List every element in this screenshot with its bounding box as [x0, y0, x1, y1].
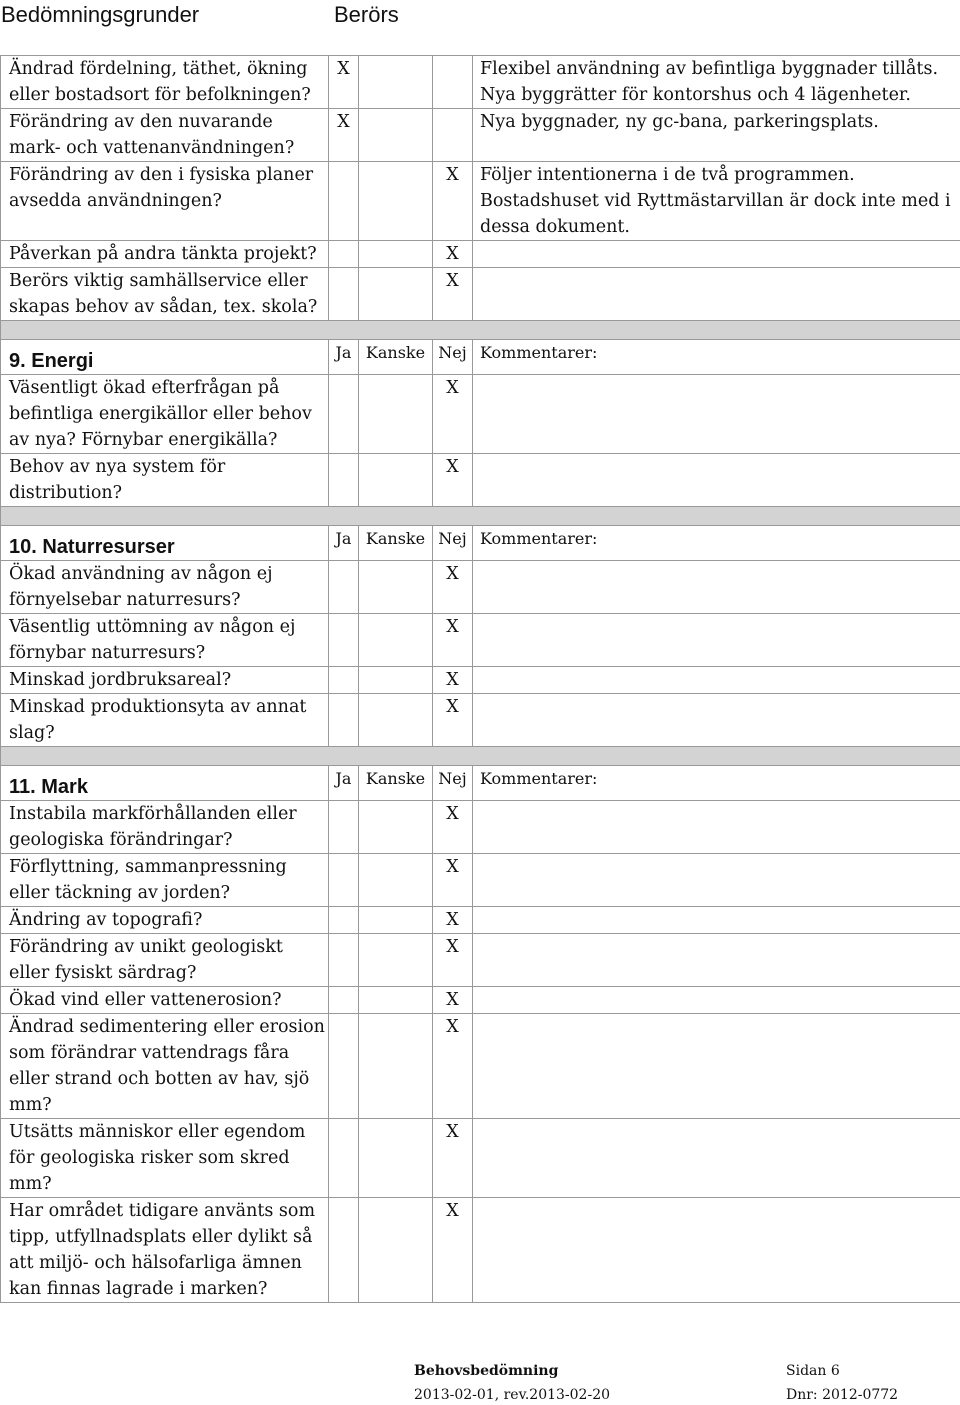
- question-cell: Förändring av den i fysiska planer avsedda användningen?: [1, 162, 329, 241]
- table-row: [1, 375, 960, 454]
- question-cell: Utsätts människor eller egendom för geologiska risker som skred mm?: [1, 1119, 329, 1198]
- nej-cell: [433, 109, 473, 162]
- section-separator: [1, 507, 960, 526]
- table-row: [1, 934, 960, 987]
- table-row: [1, 801, 960, 854]
- nej-cell: X: [433, 854, 473, 907]
- table-row: [1, 268, 960, 321]
- nej-cell: [433, 56, 473, 109]
- kanske-header: [359, 526, 433, 561]
- ja-header: [329, 766, 359, 801]
- table-row: [1, 614, 960, 667]
- table-row: [1, 561, 960, 614]
- kanske-cell: [359, 667, 433, 694]
- ja-cell: [329, 614, 359, 667]
- question-cell: Väsentlig uttömning av någon ej förnybar naturresurs?: [1, 614, 329, 667]
- separator-cell: [1, 321, 960, 340]
- nej-header: [433, 526, 473, 561]
- kanske-cell: [359, 614, 433, 667]
- comment-header: [473, 766, 960, 801]
- ja-cell: [329, 854, 359, 907]
- nej-cell: X: [433, 1014, 473, 1119]
- nej-cell: X: [433, 268, 473, 321]
- nej-cell: X: [433, 934, 473, 987]
- ja-cell: [329, 561, 359, 614]
- question-cell: Minskad produktionsyta av annat slag?: [1, 694, 329, 747]
- section-separator: [1, 747, 960, 766]
- section-title-cell: [1, 340, 329, 375]
- nej-cell: X: [433, 614, 473, 667]
- kanske-cell: [359, 162, 433, 241]
- table-row: [1, 454, 960, 507]
- kanske-header: [359, 340, 433, 375]
- ja-cell: [329, 1198, 359, 1303]
- section-title-cell: [1, 766, 329, 801]
- table-row: [1, 667, 960, 694]
- comment-header-label: Kommentarer:: [480, 529, 598, 548]
- section-separator: [1, 321, 960, 340]
- comment-header: [473, 340, 960, 375]
- ja-cell: [329, 934, 359, 987]
- comment-header-label: Kommentarer:: [480, 343, 598, 362]
- kanske-header-label: Kanske: [365, 529, 426, 548]
- section-title-cell: [1, 526, 329, 561]
- header-center: Berörs: [334, 2, 399, 27]
- comment-header: [473, 526, 960, 561]
- separator-cell: [1, 507, 960, 526]
- question-cell: Instabila markförhållanden eller geologiska förändringar?: [1, 801, 329, 854]
- kanske-cell: [359, 561, 433, 614]
- ja-cell: [329, 667, 359, 694]
- question-cell: Förändring av unikt geologiskt eller fysiskt särdrag?: [1, 934, 329, 987]
- question-cell: Ökad vind eller vattenerosion?: [1, 987, 329, 1014]
- ja-cell: [329, 694, 359, 747]
- nej-cell: X: [433, 1198, 473, 1303]
- question-cell: Ändrad sedimentering eller erosion som förändrar vattendrags fåra eller strand och botten av hav, sjö mm?: [1, 1014, 329, 1119]
- comment-cell: [473, 1198, 960, 1303]
- ja-header: [329, 340, 359, 375]
- comment-cell: [473, 907, 960, 934]
- comment-cell: [473, 241, 960, 268]
- question-cell: Berörs viktig samhällservice eller skapas behov av sådan, tex. skola?: [1, 268, 329, 321]
- kanske-cell: [359, 454, 433, 507]
- nej-cell: X: [433, 987, 473, 1014]
- comment-cell: [473, 614, 960, 667]
- table-row: [1, 241, 960, 268]
- question-cell: Behov av nya system för distribution?: [1, 454, 329, 507]
- header-left: Bedömningsgrunder: [1, 2, 200, 27]
- ja-header: [329, 526, 359, 561]
- section-title: 9. Energi: [9, 350, 94, 372]
- table-row: [1, 854, 960, 907]
- question-cell: Ändring av topografi?: [1, 907, 329, 934]
- ja-cell: [329, 987, 359, 1014]
- table-row: [1, 1198, 960, 1303]
- nej-cell: X: [433, 241, 473, 268]
- question-cell: Förändring av den nuvarande mark- och vattenanvändningen?: [1, 109, 329, 162]
- section-header-row: [1, 340, 960, 375]
- nej-header-label: Nej: [438, 769, 467, 788]
- ja-cell: X: [329, 109, 359, 162]
- section-title: 11. Mark: [9, 776, 88, 798]
- kanske-cell: [359, 934, 433, 987]
- kanske-cell: [359, 375, 433, 454]
- kanske-cell: [359, 268, 433, 321]
- kanske-cell: [359, 907, 433, 934]
- ja-cell: [329, 1014, 359, 1119]
- comment-cell: [473, 667, 960, 694]
- table-row: [1, 694, 960, 747]
- question-cell: Väsentligt ökad efterfrågan på befintliga energikällor eller behov av nya? Förnybar energikälla?: [1, 375, 329, 454]
- kanske-header-label: Kanske: [365, 769, 426, 788]
- question-cell: Har området tidigare använts som tipp, utfyllnadsplats eller dylikt så att miljö- och hälsofarliga ämnen kan finnas lagrade i marken?: [1, 1198, 329, 1303]
- section-title: 10. Naturresurser: [9, 536, 175, 558]
- table-row: [1, 1119, 960, 1198]
- table-row: [1, 56, 960, 109]
- table-row: [1, 1014, 960, 1119]
- kanske-cell: [359, 241, 433, 268]
- comment-cell: [473, 375, 960, 454]
- comment-cell: Följer intentionerna i de två programmen. Bostadshuset vid Ryttmästarvillan är dock inte med i dessa dokument.: [473, 162, 960, 241]
- ja-cell: [329, 241, 359, 268]
- ja-cell: X: [329, 56, 359, 109]
- ja-header-label: Ja: [335, 343, 352, 362]
- footer-dnr: Dnr: 2012-0772: [786, 1387, 899, 1403]
- kanske-header: [359, 766, 433, 801]
- assessment-table: [0, 55, 960, 1303]
- comment-cell: [473, 694, 960, 747]
- ja-cell: [329, 907, 359, 934]
- comment-cell: [473, 454, 960, 507]
- ja-cell: [329, 801, 359, 854]
- kanske-cell: [359, 1198, 433, 1303]
- nej-cell: X: [433, 801, 473, 854]
- comment-cell: [473, 1014, 960, 1119]
- ja-cell: [329, 268, 359, 321]
- ja-header-label: Ja: [335, 529, 352, 548]
- nej-header: [433, 766, 473, 801]
- separator-cell: [1, 747, 960, 766]
- comment-cell: [473, 268, 960, 321]
- nej-cell: X: [433, 907, 473, 934]
- nej-cell: X: [433, 561, 473, 614]
- comment-header-label: Kommentarer:: [480, 769, 598, 788]
- nej-cell: X: [433, 694, 473, 747]
- nej-header-label: Nej: [438, 529, 467, 548]
- page-header: [0, 0, 960, 30]
- table-row: [1, 109, 960, 162]
- question-cell: Förflyttning, sammanpressning eller täckning av jorden?: [1, 854, 329, 907]
- comment-cell: [473, 561, 960, 614]
- nej-cell: X: [433, 454, 473, 507]
- section-header-row: [1, 526, 960, 561]
- footer-title: Behovsbedömning: [414, 1363, 559, 1379]
- footer-date: 2013-02-01, rev.2013-02-20: [414, 1387, 611, 1403]
- kanske-cell: [359, 56, 433, 109]
- nej-cell: X: [433, 667, 473, 694]
- comment-cell: [473, 1119, 960, 1198]
- table-row: [1, 987, 960, 1014]
- comment-cell: [473, 854, 960, 907]
- section-header-row: [1, 766, 960, 801]
- kanske-cell: [359, 987, 433, 1014]
- comment-cell: Flexibel användning av befintliga byggnader tillåts. Nya byggrätter för kontorshus och 4 lägenheter.: [473, 56, 960, 109]
- comment-cell: Nya byggnader, ny gc-bana, parkeringsplats.: [473, 109, 960, 162]
- nej-header-label: Nej: [438, 343, 467, 362]
- nej-cell: X: [433, 162, 473, 241]
- question-cell: Ökad användning av någon ej förnyelsebar naturresurs?: [1, 561, 329, 614]
- comment-cell: [473, 801, 960, 854]
- table-row: [1, 907, 960, 934]
- kanske-cell: [359, 1119, 433, 1198]
- ja-cell: [329, 375, 359, 454]
- ja-header-label: Ja: [335, 769, 352, 788]
- kanske-header-label: Kanske: [365, 343, 426, 362]
- comment-cell: [473, 934, 960, 987]
- question-cell: Ändrad fördelning, täthet, ökning eller bostadsort för befolkningen?: [1, 56, 329, 109]
- table-row: [1, 162, 960, 241]
- nej-cell: X: [433, 375, 473, 454]
- footer-page: Sidan 6: [786, 1363, 840, 1379]
- kanske-cell: [359, 1014, 433, 1119]
- kanske-cell: [359, 854, 433, 907]
- question-cell: Påverkan på andra tänkta projekt?: [1, 241, 329, 268]
- kanske-cell: [359, 801, 433, 854]
- ja-cell: [329, 162, 359, 241]
- ja-cell: [329, 1119, 359, 1198]
- nej-header: [433, 340, 473, 375]
- question-cell: Minskad jordbruksareal?: [1, 667, 329, 694]
- kanske-cell: [359, 109, 433, 162]
- kanske-cell: [359, 694, 433, 747]
- nej-cell: X: [433, 1119, 473, 1198]
- comment-cell: [473, 987, 960, 1014]
- ja-cell: [329, 454, 359, 507]
